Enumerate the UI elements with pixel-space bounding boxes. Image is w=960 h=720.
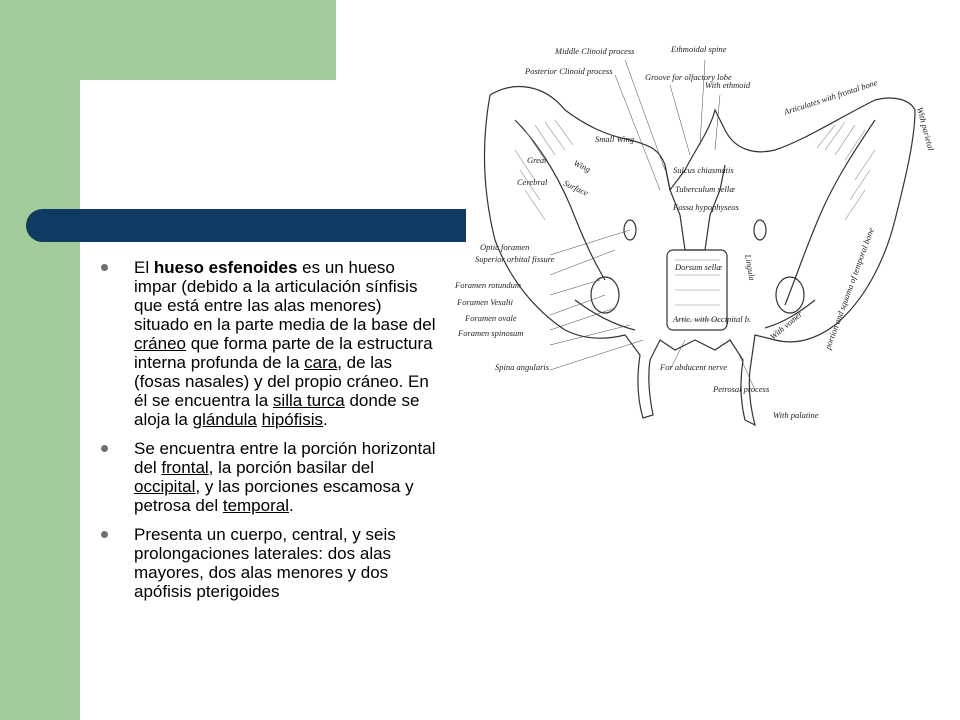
label-optic-foramen: Optic foramen bbox=[480, 242, 530, 252]
label-lingula: Lingula bbox=[743, 253, 758, 282]
link-cara[interactable]: cara bbox=[304, 353, 338, 372]
label-dorsum-sellae: Dorsum sellæ bbox=[675, 262, 722, 272]
label-foramen-rotundum: Foramen rotundum bbox=[455, 280, 522, 290]
link-frontal[interactable]: frontal bbox=[161, 458, 209, 477]
label-ethmoidal-spine: Ethmoidal spine bbox=[671, 44, 727, 54]
label-posterior-clinoid: Posterior Clinoid process bbox=[525, 66, 613, 76]
bullet-icon bbox=[101, 264, 108, 271]
link-temporal[interactable]: temporal bbox=[222, 496, 289, 515]
bullet-item-2 bbox=[98, 439, 438, 515]
label-sulcus-chiasmatis: Sulcus chiasmatis bbox=[673, 165, 734, 175]
title-band bbox=[26, 209, 466, 242]
label-superior-orbital: Superior orbital fissure bbox=[475, 254, 555, 264]
label-abducent-nerve: For abducent nerve bbox=[660, 362, 728, 372]
label-groove-olfactory: Groove for olfactory lobe bbox=[645, 72, 732, 82]
text: que forma parte de la estructura interna profunda de la bbox=[134, 334, 433, 372]
label-articulates-frontal: Articulates with frontal bone bbox=[782, 77, 879, 117]
bullet-icon bbox=[101, 445, 108, 452]
label-with-ethmoid: With ethmoid bbox=[705, 80, 751, 90]
label-petrosal-process: Petrosal process bbox=[713, 384, 770, 394]
text: . bbox=[323, 410, 328, 429]
rounded-corner bbox=[80, 80, 140, 140]
left-green-bar bbox=[0, 0, 80, 720]
link-occipital[interactable]: occipital bbox=[134, 477, 196, 496]
label-fossa: Fossa hypophyseos bbox=[673, 202, 739, 212]
sphenoid-illustration bbox=[455, 40, 945, 450]
label-foramen-vesalii: Foramen Vesalii bbox=[457, 297, 513, 307]
bullet-icon bbox=[101, 531, 108, 538]
label-small-wing: Small Wing bbox=[595, 134, 634, 144]
bullet-item-1 bbox=[98, 258, 438, 429]
label-tuberculum: Tuberculum sellæ bbox=[675, 184, 735, 194]
text: El bbox=[134, 258, 154, 277]
label-with-palatine: With palatine bbox=[773, 410, 819, 420]
text: Presenta un cuerpo, central, y seis prolongaciones laterales: dos alas mayores, dos alas menores y dos apófisis pterigoides bbox=[134, 525, 396, 601]
bullet-list-container bbox=[98, 258, 438, 611]
text: . bbox=[288, 496, 294, 515]
link-silla-turca[interactable]: silla turca bbox=[272, 391, 345, 410]
label-middle-clinoid: Middle Clinoid process bbox=[555, 46, 635, 56]
label-with-vomer: With vomer bbox=[767, 308, 805, 342]
text: donde se aloja la bbox=[134, 391, 420, 429]
text: , de las (fosas nasales) y del propio cráneo. En él se encuentra la bbox=[134, 353, 429, 410]
bold-term: hueso esfenoides bbox=[153, 258, 298, 277]
label-foramen-spinosum: Foramen spinosum bbox=[458, 328, 524, 338]
bullet-list bbox=[98, 258, 438, 601]
label-great: Great bbox=[527, 155, 547, 165]
bullet-item-3 bbox=[98, 525, 438, 601]
label-spina-angularis: Spina angularis bbox=[495, 362, 550, 372]
text: , la porción basilar del bbox=[208, 458, 375, 477]
label-surface: Surface bbox=[562, 177, 590, 198]
label-wing: Wing bbox=[572, 157, 593, 175]
label-foramen-ovale: Foramen ovale bbox=[465, 313, 517, 323]
text: , y las porciones escamosa y petrosa del bbox=[134, 477, 414, 515]
top-green-block bbox=[0, 0, 336, 80]
link-glandula[interactable]: glándula bbox=[192, 410, 257, 429]
label-squamous-temporal: portion and squama of temporal bone bbox=[822, 226, 876, 351]
label-artic-occipital: Artic. with Occipital b. bbox=[673, 314, 752, 324]
link-craneo[interactable]: cráneo bbox=[134, 334, 186, 353]
text: Se encuentra entre la porción horizontal del bbox=[134, 439, 436, 477]
text: es un hueso impar (debido a la articulación sínfisis que está entre las alas menores) situado en la parte media de la base del bbox=[134, 258, 436, 334]
label-with-parietal: With parietal bbox=[915, 105, 937, 152]
label-cerebral: Cerebral bbox=[517, 177, 548, 187]
link-hipofisis[interactable]: hipófisis bbox=[261, 410, 324, 429]
sphenoid-bone-drawing bbox=[455, 40, 945, 450]
